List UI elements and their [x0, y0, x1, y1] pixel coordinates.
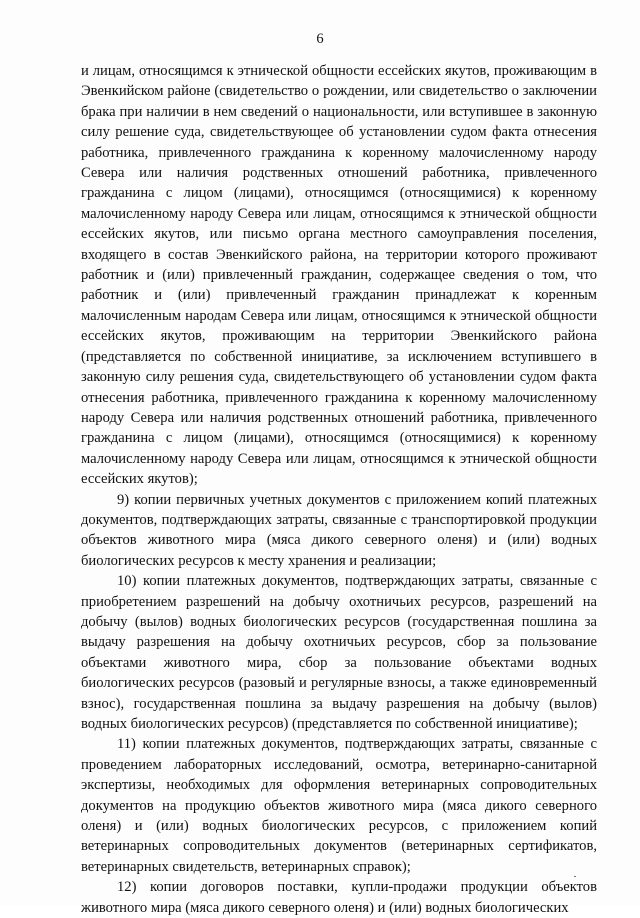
paragraph-item-11: 11) копии платежных документов, подтверждающих затраты, связанные с проведением лабораторных исследований, осмотра, ветеринарно-санитарной экспертизы, необходимых для оформления ветеринарных сопроводительных документов на продукцию объектов животного мира (мяса дикого северного оленя) и (или) водных биологических ресурсов, с приложением копий ветеринарных сопроводительных документов (ветеринарных сертификатов, ветеринарных свидетельств, ветеринарных справок); — [81, 736, 597, 875]
paragraph-item-10: 10) копии платежных документов, подтверждающих затраты, связанные с приобретением разрешений на добычу охотничьих ресурсов, разрешений на добычу (вылов) водных биологических ресурсов (государственная пошлина за выдачу разрешения на добычу охотничьих ресурсов, сбор за пользование объектами животного мира, сбор за пользование объектами водных биологических ресурсов (разовый и регулярные взносы, а также единовременный взнос), государственная пошлина за выдачу разрешения на добычу (вылов) водных биологических ресурсов) (представляется по собственной инициативе); — [81, 573, 597, 732]
paragraph-item-9: 9) копии первичных учетных документов с приложением копий платежных документов, подтверждающих затраты, связанные с транспортировкой продукции объектов животного мира (мяса дикого северного оленя) и (или) водных биологических ресурсов к месту хранения и реализации; — [81, 491, 597, 569]
scan-speck — [574, 876, 576, 877]
paragraph-item-12: 12) копии договоров поставки, купли-продажи продукции объектов животного мира (мяса дикого северного оленя) и (или) водных биологических — [81, 879, 597, 916]
document-body — [81, 61, 597, 918]
paragraph-continuation: и лицам, относящимся к этнической общности ессейских якутов, проживающим в Эвенкийском районе (свидетельство о рождении, или свидетельство о заключении брака при наличии в нем сведений о национальности, или вступившее в законную силу решение суда, свидетельствующее об установлении судом факта отнесения работника, привлеченного гражданина к коренному малочисленному народу Севера или наличия родственных отношений работника, привлеченного гражданина с лицом (лицами), относящимся (относящимися) к коренному малочисленному народу Севера или лицам, относящимся к этнической общности ессейских якутов, или письмо органа местного самоуправления поселения, входящего в состав Эвенкийского района, на территории которого проживают работник и (или) привлеченный гражданин, содержащее сведения о том, что работник и (или) привлеченный гражданин принадлежат к коренным малочисленным народам Севера или лицам, относящимся к этнической общности ессейских якутов, проживающим на территории Эвенкийского района (представляется по собственной инициативе, за исключением вступившего в законную силу решения суда, свидетельствующего об установлении судом факта отнесения работника, привлеченного гражданина к коренному малочисленному народу Севера или наличия родственных отношений работника, привлеченного гражданина с лицом (лицами), относящимся (относящимися) к коренному малочисленному народу Севера или лицам, относящимся к этнической общности ессейских якутов); — [81, 63, 597, 488]
page-number: 6 — [316, 31, 324, 47]
